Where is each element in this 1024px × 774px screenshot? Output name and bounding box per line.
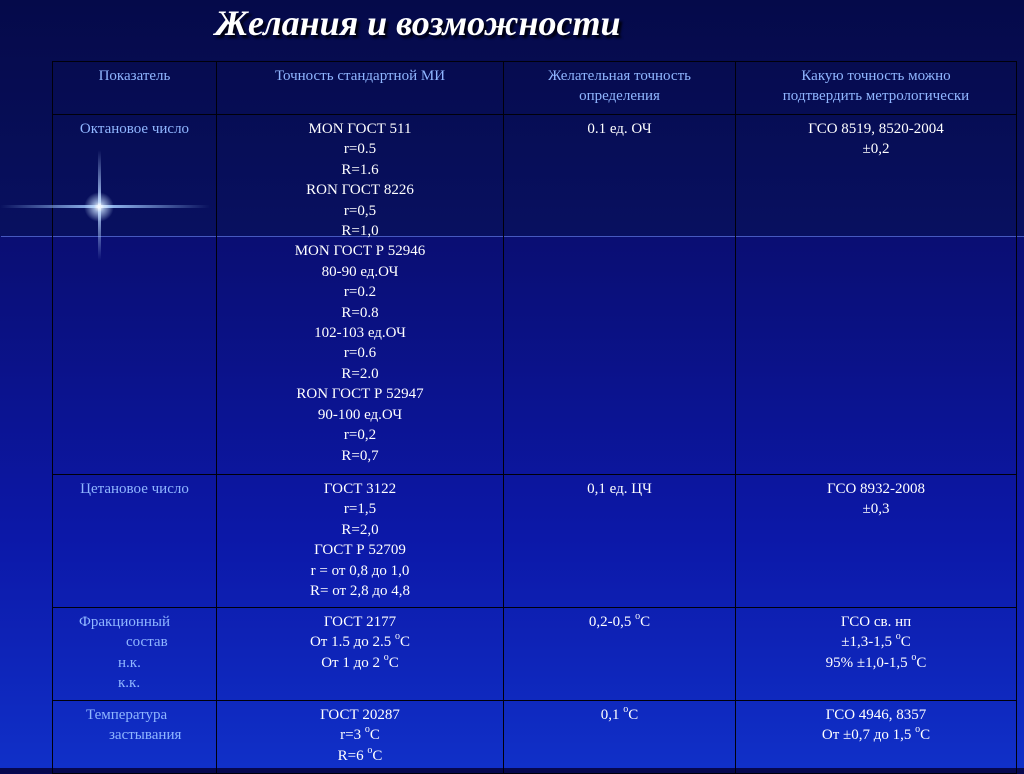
- confirmable-line: ГСО 4946, 8357: [825, 707, 927, 723]
- desired-cell: [504, 115, 736, 475]
- comparison-table: [52, 61, 1017, 774]
- standard-line: R=2.0: [341, 365, 379, 382]
- confirmable-cell: [736, 608, 1017, 701]
- degree-sup: о: [895, 631, 901, 643]
- indicator-text: к.к.: [118, 675, 141, 692]
- header-standard-accuracy: [217, 62, 504, 115]
- standard-cell: [217, 701, 504, 774]
- confirmable-cell: [736, 115, 1017, 475]
- standard-line: r=3 $^о$С: [340, 724, 380, 744]
- standard-line: 90-100 ед.ОЧ: [317, 406, 403, 423]
- desired-cell: [504, 475, 736, 608]
- standard-line: ГОСТ 2177: [323, 614, 397, 630]
- standard-line: MON ГОСТ 511: [308, 121, 412, 137]
- indicator-cell: [53, 475, 217, 608]
- standard-cell: [217, 475, 504, 608]
- header-desired-line2: определения: [579, 88, 660, 105]
- confirmable-line: От ±0,7 до 1,5 $^о$С: [821, 724, 931, 744]
- header-confirmable-line2: подтвердить метрологически: [782, 88, 970, 105]
- degree-sup: о: [623, 704, 629, 715]
- degree-sup: о: [383, 651, 389, 663]
- header-desired-line1: Желательная точность: [548, 68, 691, 84]
- standard-line: MON ГОСТ Р 52946: [294, 243, 426, 260]
- standard-line: RON ГОСТ Р 52947: [296, 386, 424, 403]
- standard-line: r=0,5: [343, 202, 377, 219]
- standard-line: R=0.8: [341, 304, 379, 321]
- degree-sup: о: [915, 724, 921, 736]
- standard-cell: [217, 608, 504, 701]
- indicator-text: Фракционный: [79, 614, 171, 630]
- indicator-text: Цетановое число: [80, 481, 189, 497]
- standard-line: ГОСТ 20287: [320, 707, 400, 723]
- standard-line: 80-90 ед.ОЧ: [321, 263, 399, 280]
- standard-line: RON ГОСТ 8226: [306, 182, 414, 199]
- standard-line: R=1.6: [341, 161, 379, 178]
- indicator-text: н.к.: [118, 654, 141, 671]
- confirmable-cell: [736, 475, 1017, 608]
- table-header-row: [53, 62, 1017, 115]
- standard-line: r=0.2: [343, 284, 377, 301]
- header-indicator: [53, 62, 217, 115]
- header-standard-text: Точность стандартной МИ: [274, 68, 446, 84]
- standard-line: ГОСТ 3122: [323, 481, 397, 497]
- desired-line: 0.1 ед. ОЧ: [587, 121, 652, 137]
- confirmable-cell: [736, 701, 1017, 774]
- desired-line: 0,2-0,5 $^о$С: [588, 611, 651, 630]
- desired-cell: [504, 608, 736, 701]
- indicator-cell: [53, 608, 217, 701]
- indicator-cell: [53, 701, 217, 774]
- light-flare-core: [84, 192, 114, 222]
- indicator-text: застывания: [109, 727, 182, 744]
- standard-line: R=6 $^о$С: [337, 744, 383, 764]
- header-desired-accuracy: [504, 62, 736, 115]
- standard-line: R=0,7: [341, 447, 379, 464]
- standard-line: 102-103 ед.ОЧ: [314, 325, 406, 342]
- header-confirmable-accuracy: [736, 62, 1017, 115]
- degree-sup: о: [911, 651, 917, 663]
- confirmable-line: ±0,2: [862, 141, 890, 158]
- standard-line: r=0,2: [343, 427, 377, 444]
- standard-line: R=2,0: [341, 521, 379, 538]
- table-row: [53, 701, 1017, 774]
- confirmable-line: ГСО 8519, 8520-2004: [808, 121, 944, 137]
- desired-cell: [504, 701, 736, 774]
- table-row: [53, 115, 1017, 475]
- standard-line: R= от 2,8 до 4,8: [310, 583, 410, 600]
- indicator-cell: [53, 115, 217, 475]
- table-row: [53, 475, 1017, 608]
- degree-sup: о: [395, 631, 400, 643]
- indicator-text: Октановое число: [79, 121, 190, 137]
- confirmable-line: ±0,3: [862, 501, 890, 518]
- desired-line: 0,1 $^о$С: [600, 704, 639, 723]
- indicator-text: состав: [126, 634, 168, 651]
- degree-sup: о: [364, 724, 370, 736]
- degree-sup: о: [635, 611, 641, 622]
- header-indicator-text: Показатель: [98, 68, 171, 84]
- table-row: [53, 608, 1017, 701]
- header-confirmable-line1: Какую точность можно: [801, 68, 951, 84]
- confirmable-line: ГСО 8932-2008: [826, 481, 926, 497]
- confirmable-line: ±1,3-1,5 $^о$С: [841, 631, 911, 651]
- standard-line: r=0.5: [343, 141, 377, 158]
- slide-title: Желания и возможности: [215, 3, 621, 43]
- degree-sup: о: [367, 744, 373, 756]
- indicator-text: Температура: [86, 707, 168, 723]
- standard-line: R=1,0: [341, 223, 379, 240]
- standard-line: ГОСТ Р 52709: [314, 542, 406, 559]
- standard-cell: [217, 115, 504, 475]
- confirmable-line: 95% ±1,0-1,5 $^о$С: [825, 651, 927, 671]
- standard-line: От 1 до 2 $^о$С: [321, 651, 399, 671]
- desired-line: 0,1 ед. ЦЧ: [587, 481, 652, 497]
- standard-line: От 1.5 до 2.5 $^о$С: [309, 631, 411, 651]
- standard-line: r = от 0,8 до 1,0: [310, 562, 410, 579]
- standard-line: r=0.6: [343, 345, 377, 362]
- confirmable-line: ГСО св. нп: [840, 614, 912, 630]
- standard-line: r=1,5: [343, 501, 377, 518]
